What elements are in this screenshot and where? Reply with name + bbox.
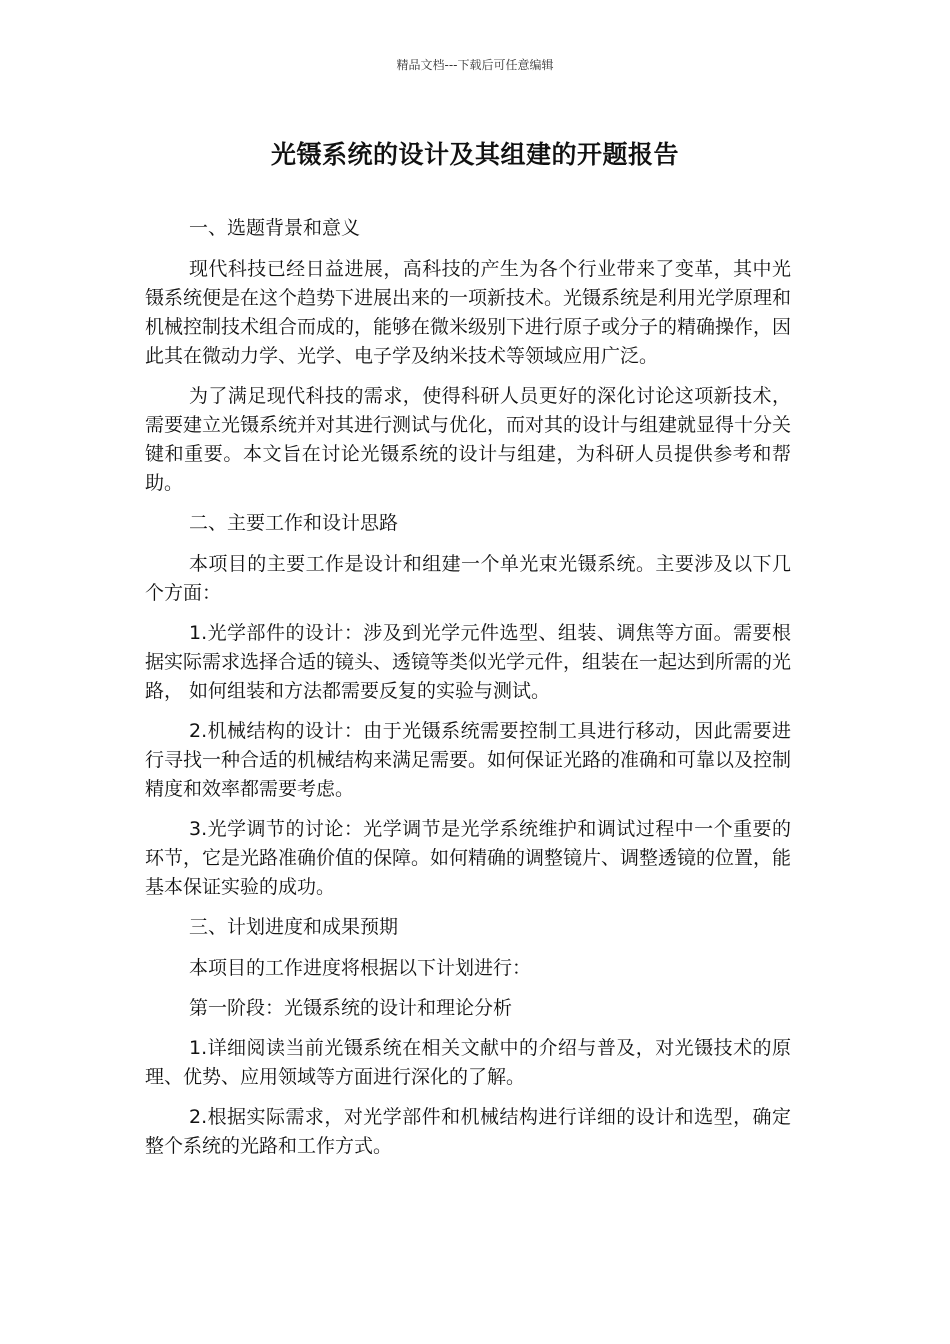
list-item-design-selection: 2.根据实际需求，对光学部件和机械结构进行详细的设计和选型，确定整个系统的光路和工作方式。 xyxy=(145,1106,791,1157)
document-body xyxy=(145,214,791,1172)
section-heading-schedule: 三、计划进度和成果预期 xyxy=(189,916,399,938)
phase-one-heading: 第一阶段：光镊系统的设计和理论分析 xyxy=(189,997,513,1019)
list-item-optical-design: 1.光学部件的设计：涉及到光学元件选型、组装、调焦等方面。需要根据实际需求选择合适的镜头、透镜等类似光学元件，组装在一起达到所需的光路， 如何组装和方法都需要反复的实验与测试。 xyxy=(145,622,792,702)
list-item-optical-adjustment: 3.光学调节的讨论：光学调节是光学系统维护和调试过程中一个重要的环节，它是光路准确价值的保障。如何精确的调整镜片、调整透镜的位置，能基本保证实验的成功。 xyxy=(145,818,792,898)
section-heading-main-work: 二、主要工作和设计思路 xyxy=(189,512,399,534)
header-note: 精品文档---下载后可任意编辑 xyxy=(396,58,554,72)
paragraph-schedule-intro: 本项目的工作进度将根据以下计划进行： xyxy=(189,957,532,979)
paragraph-background-2: 为了满足现代科技的需求，使得科研人员更好的深化讨论这项新技术，需要建立光镊系统并对其进行测试与优化，而对其的设计与组建就显得十分关键和重要。本文旨在讨论光镊系统的设计与组建，为科研人员提供参考和帮助。 xyxy=(145,385,792,494)
list-item-mechanical-design: 2.机械结构的设计：由于光镊系统需要控制工具进行移动，因此需要进行寻找一种合适的机械结构来满足需要。如何保证光路的准确和可靠以及控制精度和效率都需要考虑。 xyxy=(145,720,792,800)
paragraph-main-work-intro: 本项目的主要工作是设计和组建一个单光束光镊系统。主要涉及以下几个方面： xyxy=(145,553,791,604)
list-item-literature-review: 1.详细阅读当前光镊系统在相关文献中的介绍与普及，对光镊技术的原理、优势、应用领域等方面进行深化的了解。 xyxy=(145,1037,791,1088)
paragraph-background-1: 现代科技已经日益进展，高科技的产生为各个行业带来了变革，其中光镊系统便是在这个趋势下进展出来的一项新技术。光镊系统是利用光学原理和机械控制技术组合而成的，能够在微米级别下进行原子或分子的精确操作，因此其在微动力学、光学、电子学及纳米技术等领域应用广泛。 xyxy=(145,258,792,367)
section-heading-background: 一、选题背景和意义 xyxy=(189,217,361,239)
document-title: 光镊系统的设计及其组建的开题报告 xyxy=(270,140,679,169)
